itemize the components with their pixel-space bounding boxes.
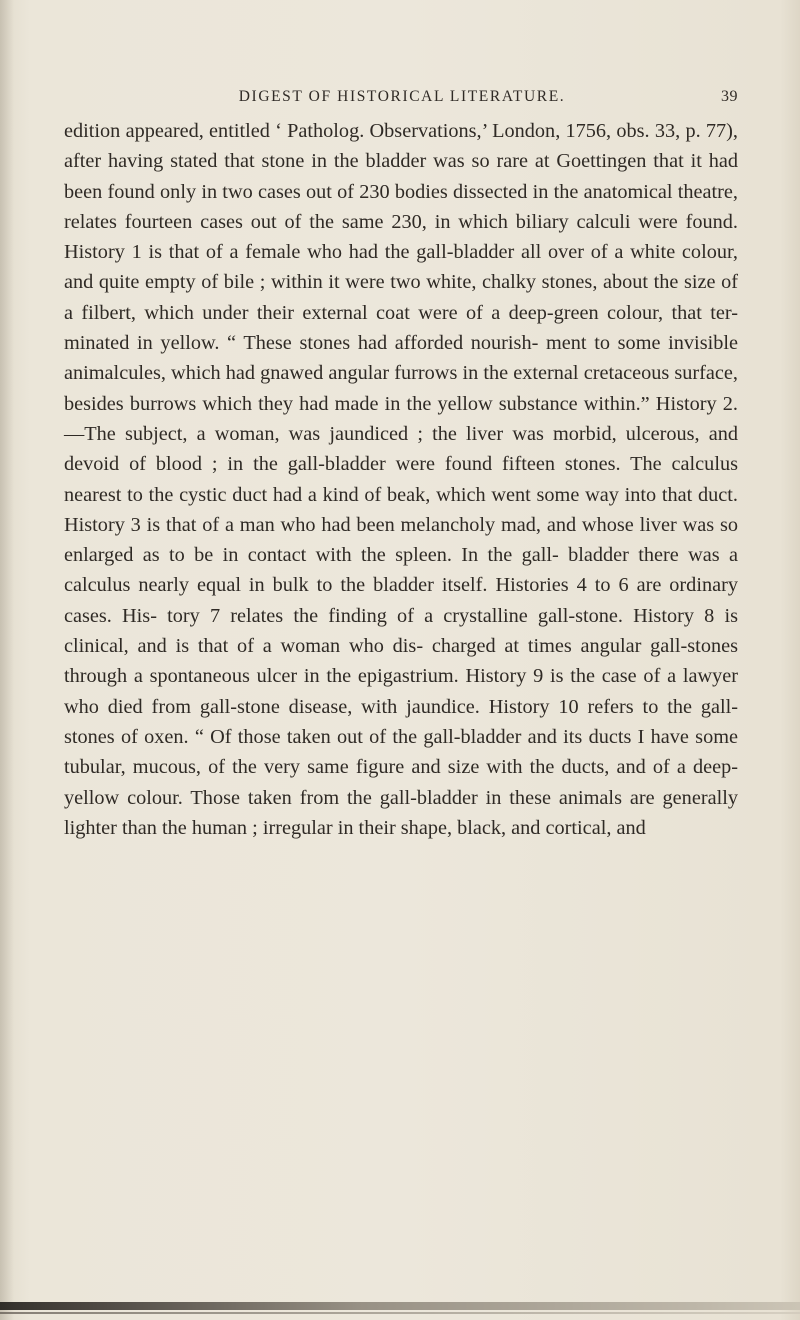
gutter-shadow [0, 0, 14, 1320]
running-head [66, 88, 738, 112]
body-paragraph: edition appeared, entitled ‘ Patholog. Observations,’ London, 1756, obs. 33, p. 77), after having stated that stone in the bladder was so rare at Goettingen that it had been found only in two cases out of 230 bodies dissected in the anatomical theatre, relates fourteen cases out of the same 230, in which biliary calculi were found. History 1 is that of a female who had the gall-bladder all over of a white colour, and quite empty of bile ; within it were two white, chalky stones, about the size of a filbert, which under their external coat were of a deep-green colour, that ter- minated in yellow. “ These stones had afforded nourish- ment to some invisible animalcules, which had gnawed angular furrows in the external cretaceous surface, besides burrows which they had made in the yellow substance within.” History 2.—The subject, a woman, was jaundiced ; the liver was morbid, ulcerous, and devoid of blood ; in the gall-bladder were found fifteen stones. The calculus nearest to the cystic duct had a kind of beak, which went some way into that duct. History 3 is that of a man who had been melancholy mad, and whose liver was so enlarged as to be in contact with the spleen. In the gall- bladder there was a calculus nearly equal in bulk to the bladder itself. Histories 4 to 6 are ordinary cases. His- tory 7 relates the finding of a crystalline gall-stone. History 8 is clinical, and is that of a woman who dis- charged at times angular gall-stones through a spontaneous ulcer in the epigastrium. History 9 is the case of a lawyer who died from gall-stone disease, with jaundice. History 10 refers to the gall-stones of oxen. “ Of those taken out of the gall-bladder and its ducts I have some tubular, mucous, of the very same figure and size with the ducts, and of a deep-yellow colour. Those taken from the gall-bladder in these animals are generally lighter than the human ; irregular in their shape, black, and cortical, and [64, 120, 738, 839]
page-number: 39 [721, 88, 738, 105]
bottom-edge-shadow [0, 1302, 800, 1310]
running-head-title: DIGEST OF HISTORICAL LITERATURE. [238, 88, 566, 105]
bottom-edge-line [0, 1312, 800, 1314]
